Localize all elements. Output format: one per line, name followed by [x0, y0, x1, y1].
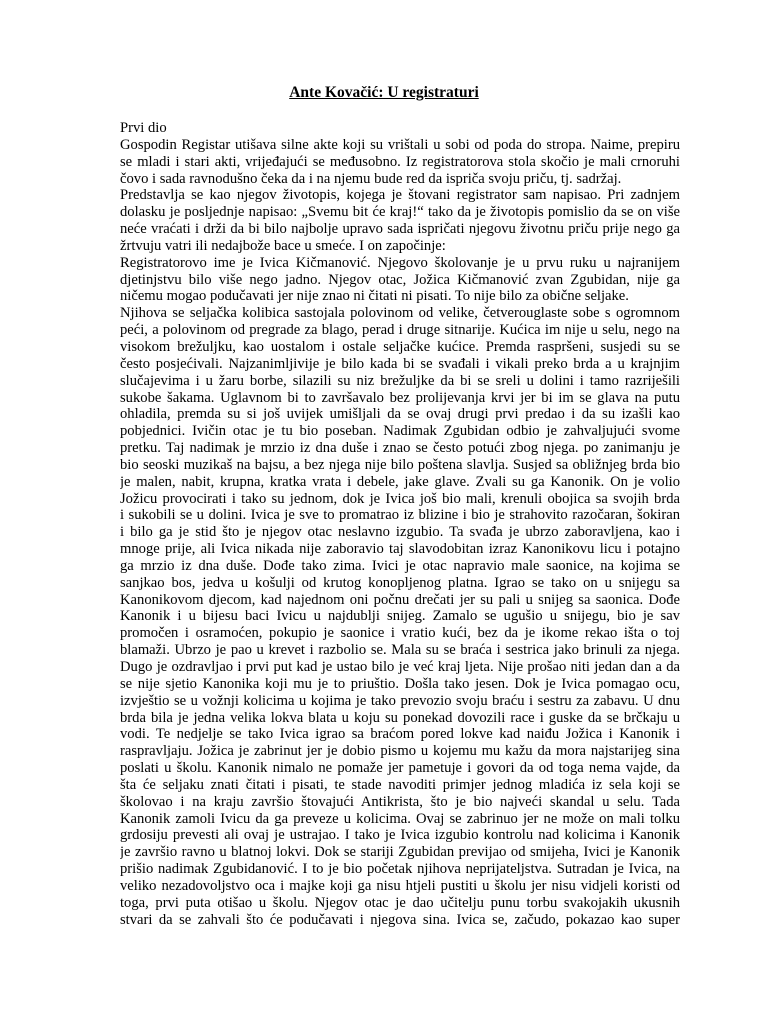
text-line: veliko nezadovoljstvo oca i majke koji ga nisu htjeli pustiti u školu jer nisu vidjeli koristi od	[120, 877, 680, 894]
text-line: blamaži. Ubrzo je pao u krevet i razbolio se. Mala su se braća i sestrica jako brinuli za njega.	[120, 642, 680, 659]
text-line: neće vraćati i drži da bi bilo najbolje upravo sada ispričati njegovu životnu priču prije nego ga	[120, 221, 680, 238]
text-line: često posjećivali. Najzanimljivije je bilo kada bi se svađali i vikali preko brda a u krajnjim	[120, 355, 680, 372]
text-line: pobjednici. Ivičin otac je tu bio poseban. Nadimak Zgubidan odbio je zahvaljujući svome	[120, 423, 680, 440]
text-line: ničemu mogao podučavati jer nije znao ni čitati ni pisati. To nije bilo za obične seljake.	[120, 288, 629, 305]
text-line: djetinjstvu bilo više nego jadno. Njegov otac, Jožica Kičmanović zvan Zgubidan, nije ga	[120, 271, 680, 288]
text-line: se mladi i stari akti, vrijeđajući se međusobno. Iz registratorova stola skočio je mali crnoruhi	[120, 153, 680, 170]
text-line: Dugo je ozdravljao i prvi put kad je ustao bilo je već kraj ljeta. Nije prošao niti jedan dan a da	[120, 659, 680, 675]
text-line: promočen i osramoćen, pokupio je saonice i vratio kući, bez da je ikome rekao išta o toj	[120, 625, 680, 642]
text-line: grdosiju prevesti ali ovaj je ustrajao. I tako je Ivica izgubio kontrolu nad kolicima i Kanonik	[120, 827, 680, 844]
text-line: Gospodin Registar utišava silne akte koji su vrištali u sobi od poda do stropa. Naime, prepiru	[120, 136, 680, 153]
text-line: ohladila, premda su si još uvijek umišljali da se ovaj drugi prvi predao i da su izašli kao	[120, 406, 680, 423]
text-line: žrtvuju vatri ili nedajbože bace u smeće. I on započinje:	[120, 237, 446, 254]
text-line: je malen, nabit, krupna, kratka vrata i debele, jake glave. Zvali su ga Kanonik. On je volio	[120, 473, 680, 490]
text-line: prišio nadimak Zgubidanović. I to je bio početak njihova neprijateljstva. Sutradan je Ivica, na	[120, 861, 680, 878]
text-line: stvari da se zahvali što će podučavati i njegova sina. Ivica se, začudo, pokazao kao super	[120, 911, 680, 928]
text-line: sukobe šakama. Uglavnom bi to završavalo bez prolijevanja krvi jer bi im se glava na putu	[120, 389, 680, 406]
text-line: poslati u školu. Kanonik nimalo ne pomaže jer pametuje i govori da od toga nema vajde, da	[120, 760, 680, 777]
text-line: Jožicu provocirati i tako su jednom, dok je Ivica još bio mali, krenuli obojica sa svojih brda	[120, 490, 680, 507]
text-line: pretku. Taj nadimak je mrzio iz dna duše i znao se često potući zbog njega. po zanimanju je	[120, 440, 680, 457]
text-line: bio seoski muzikaš na bajsu, a bez njega nije bilo poštena slavlja. Susjed sa obližnjeg brda bio	[120, 456, 680, 473]
text-line: sanjkao bos, jedva u košulji od krutog konopljenog platna. Igrao se tako on u snijegu sa	[120, 574, 680, 591]
text-line: školovao i na kraju završio štovajući Antikrista, što je bio najveći skandal u selu. Tada	[120, 793, 680, 810]
document-title: Ante Kovačić: U registraturi	[289, 84, 479, 101]
text-line: ga mrzio iz dna duše. Dođe tako zima. Ivici je otac napravio male saonice, na kojima se	[120, 557, 680, 574]
text-line: brda bila je jedna velika lokva blata u koju su ponekad dovozili race i guske da se brčkaju u	[120, 709, 680, 726]
text-line: toga, prvi puta otišao u školu. Njegov otac je dao učitelju punu torbu svakojakih ukusnih	[120, 894, 680, 911]
text-line: visokom brežuljku, kao uostalom i ostale seljačke kućice. Premda raspršeni, susjedi su se	[120, 338, 680, 355]
text-line: dolasku je posljednje napisao: „Svemu bit će kraj!“ tako da je životopis pomislio da se on više	[120, 204, 680, 221]
text-line: izvještio se u vožnji kolicima u kojima je tako prevozio svoju braću i sestru za zabavu. U dnu	[120, 692, 680, 709]
text-line: šta će seljaku znati čitati i pisati, te stade navoditi primjer jednog mladića iz sela koji se	[120, 776, 680, 793]
text-line: i sukobili se u dolini. Ivica je sve to promatrao iz blizine i bio je strahovito razočaran, šokiran	[120, 507, 680, 524]
text-line: Kanonikovom djecom, kad najednom oni počnu drečati jer su pali u snijeg sa saonica. Dođe	[120, 591, 680, 608]
text-line: i bilo ga je stid što je njegov otac neslavno izgubio. Ta svađa je ubrzo zaboravljena, kao i	[120, 524, 680, 541]
text-line: Predstavlja se kao njegov životopis, kojega je štovani registrator sam napisao. Pri zadnjem	[120, 187, 680, 204]
text-line: peći, a polovinom od pregrade za blago, perad i druge sitnarije. Kućica im nije u selu, nego na	[120, 322, 680, 339]
text-line: raspravljaju. Jožica je zabrinut jer je dobio pismo u kojemu mu kažu da mora najstarijeg sina	[120, 743, 680, 760]
text-line: slučajevima i u žaru borbe, silazili su niz brežuljke da bi se sreli u dolini i tamo razriješili	[120, 372, 680, 389]
text-line: Kanonik i u bijesu baci Ivicu u najdublji snijeg. Zamalo se ugušio u snijegu, bio je sav	[120, 608, 680, 625]
document-body	[120, 120, 680, 929]
text-line: Njihova se seljačka kolibica sastojala polovinom od velike, četverouglaste sobe s ogromnom	[120, 305, 680, 322]
text-line: Kanonik zamoli Ivicu da ga preveze u kolicima. Ovaj se zabrinuo jer ne može on mali tolku	[120, 810, 680, 827]
text-line: mnoge prije, ali Ivica nikada nije zaboravio taj slavodobitan izraz Kanonikovu licu i potajno	[120, 541, 680, 558]
text-line: vodi. Te nedjelje se tako Ivica igrao sa braćom pored lokve kad naiđu Jožica i Kanonik i	[120, 726, 680, 743]
text-line: je završio ravno u blatnoj lokvi. Dok se stariji Zgubidan previjao od smijeha, Ivici je Kanonik	[120, 844, 680, 861]
text-line: čovo i sada ravnodušno čeka da i na njemu bude red da ispriča svoju priču, tj. sadržaj.	[120, 170, 622, 187]
text-line: se nije sjetio Kanonika koji mu je to priuštio. Došla tako jesen. Dok je Ivica pomagao ocu,	[120, 675, 680, 692]
text-line: Registratorovo ime je Ivica Kičmanović. Njegovo školovanje je u prvu ruku u najranijem	[120, 254, 680, 271]
text-line: Prvi dio	[120, 120, 167, 136]
